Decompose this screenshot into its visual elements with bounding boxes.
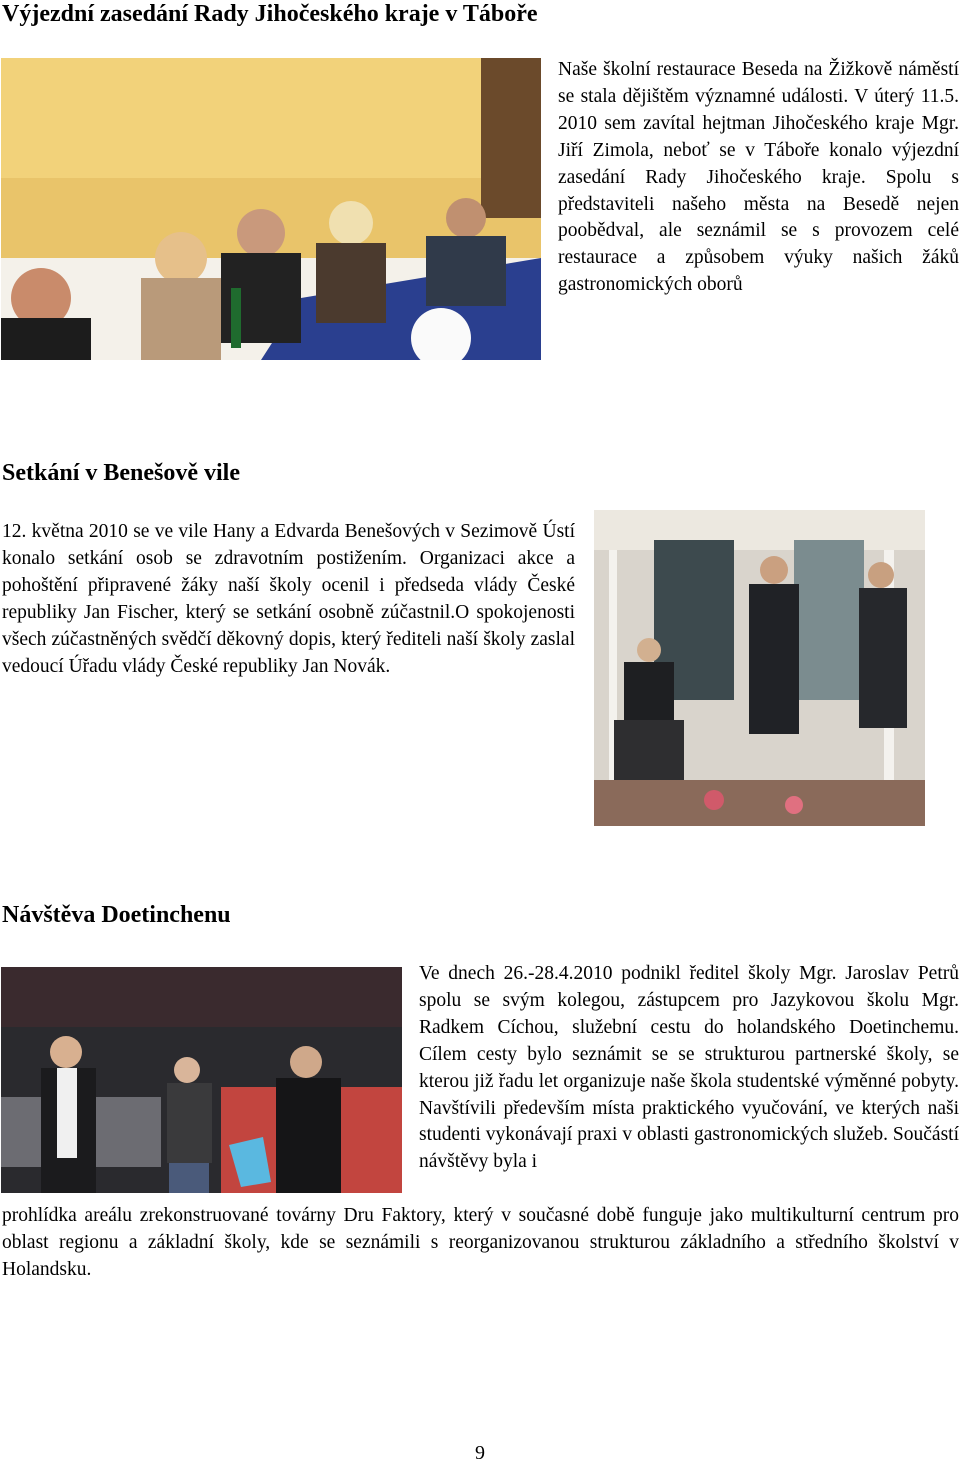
photo-benes-villa-event [594,510,925,826]
section-3-heading: Návštěva Doetinchenu [2,902,231,928]
photo-restaurant-lunch [1,58,541,360]
photo-doetinchem-visit [1,967,402,1193]
page-number: 9 [475,1442,485,1464]
section-1-paragraph: Naše školní restaurace Beseda na Žižkově náměstí se stala dějištěm významné události. V úterý 11.5. 2010 sem zavítal hejtman Jihočeského kraje Mgr. Jiří Zimola, neboť se v Táboře konalo výjezdní zasedání Rady Jihočeského kraje. Spolu s představiteli našeho města na Besedě nejen poobědval, ale seznámil se s provozem celé restaurace a způsobem výuky našich žáků gastronomických oborů [558,59,959,296]
section-3-paragraph-wrapped: Ve dnech 26.-28.4.2010 podnikl ředitel školy Mgr. Jaroslav Petrů spolu se svým kolegou, zástupcem pro Jazykovou školu Mgr. Radkem Cíchou, služební cestu do holandského Doetinchemu. Cílem cesty bylo seznámit se se strukturou partnerské školy, se kterou již řadu let organizuje naše škola studentské výměnné pobyty. Navštívili především místa praktického vyučování, ve kterých naši studenti vykonávají praxi v oblasti gastronomických služeb. Součástí návštěvy byla i [419,963,959,1173]
section-3-paragraph-full: prohlídka areálu zrekonstruované továrny Dru Faktory, který v současné době funguje jako multikulturní centrum pro oblast regionu a základní školy, kde se seznámili s reorganizovanou strukturou základního a středního školství v Holandsku. [2,1205,959,1280]
section-1-heading: Výjezdní zasedání Rady Jihočeského kraje v Táboře [2,1,538,27]
section-2-paragraph: 12. května 2010 se ve vile Hany a Edvarda Benešových v Sezimově Ústí konalo setkání osob se zdravotním postižením. Organizaci akce a pohoštění připravené žáky naší školy ocenil i předseda vlády České republiky Jan Fischer, který se setkání osobně zúčastnil.O spokojenosti všech zúčastněných svědčí děkovný dopis, který řediteli naší školy zaslal vedoucí Úřadu vlády České republiky Jan Novák. [2,521,575,677]
section-2-heading: Setkání v Benešově vile [2,460,240,486]
